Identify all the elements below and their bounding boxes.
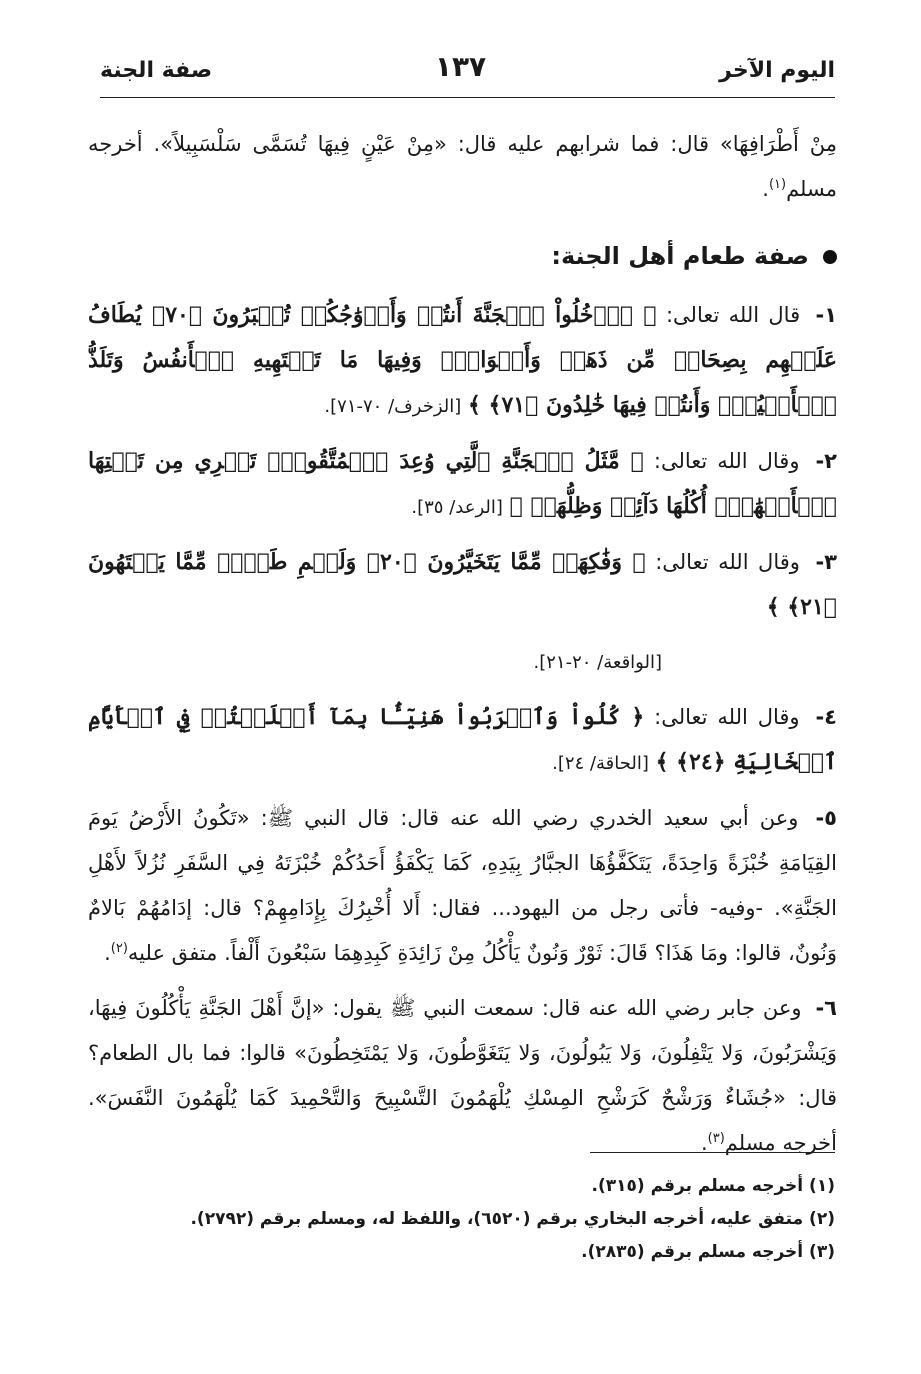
footnote-divider bbox=[590, 1152, 835, 1153]
footnote-ref-3: (٣) bbox=[707, 1131, 725, 1146]
item-3 bbox=[88, 540, 837, 630]
item-lead: وقال الله تعالى: bbox=[655, 550, 800, 574]
quran-verse: ﴿ مَّثَلُ ٱلۡجَنَّةِ ٱلَّتِي وُعِدَ ٱلۡمُتَّقُونَۖ تَجۡرِي مِن تَحۡتِهَا ٱلۡأَنۡهَٰرُۖ أُكُلُهَا دَآئِمٞ وَظِلُّهَاۚ ﴾ bbox=[88, 448, 837, 519]
item-6 bbox=[88, 986, 837, 1166]
item-number: ٢- bbox=[815, 449, 837, 473]
section-heading bbox=[88, 234, 837, 279]
running-header-chapter: اليوم الآخر bbox=[719, 58, 835, 83]
hadith-text: وعن جابر رضي الله عنه قال: سمعت النبي ﷺ يقول: «إنَّ أَهْلَ الجَنَّةِ يَأْكُلُونَ فِيهَا، وَيَشْرَبُونَ، وَلا يَتْفِلُونَ، وَلا يَبُولُونَ، وَلا يَتَغَوَّطُونَ، وَلا يَمْتَخِطُونَ» قالوا: فما بال الطعام؟ قال: «جُشَاءٌ وَرَشْحٌ كَرَشْحِ المِسْكِ يُلْهَمُونَ التَّسْبِيحَ وَالتَّحْمِيدَ كَمَا يُلْهَمُونَ النَّفَسَ». أخرجه مسلم bbox=[88, 996, 837, 1155]
item-number: ٤- bbox=[815, 705, 837, 729]
hadith-end: . bbox=[104, 941, 111, 965]
item-number: ١- bbox=[815, 303, 838, 327]
verse-reference: [الزخرف/ ٧٠-٧١]. bbox=[324, 396, 462, 417]
intro-text: مِنْ أَطْرَافِهَا» قال: فما شرابهم عليه قال: «مِنْ عَيْنٍ فِيهَا تُسَمَّى سَلْسَبِيلاً». أخرجه مسلم bbox=[88, 132, 837, 201]
verse-reference: [الواقعة/ ٢٠-٢١]. bbox=[533, 652, 662, 673]
footnote-ref-1: (١) bbox=[768, 177, 787, 192]
header-divider bbox=[100, 97, 835, 98]
footnote-3: (٣) أخرجه مسلم برقم (٢٨٣٥). bbox=[581, 1242, 835, 1262]
item-1 bbox=[88, 293, 837, 429]
section-title: صفة طعام أهل الجنة: bbox=[551, 242, 809, 270]
item-4 bbox=[88, 695, 837, 786]
intro-paragraph bbox=[88, 122, 837, 212]
item-lead: وقال الله تعالى: bbox=[654, 705, 800, 729]
footnote-2: (٢) متفق عليه، أخرجه البخاري برقم (٦٥٢٠)، واللفظ له، ومسلم برقم (٢٧٩٢). bbox=[190, 1209, 835, 1229]
item-number: ٦- bbox=[815, 996, 837, 1020]
item-number: ٥- bbox=[815, 806, 837, 830]
footnotes bbox=[88, 1170, 835, 1269]
item-number: ٣- bbox=[815, 550, 837, 574]
footnote-1: (١) أخرجه مسلم برقم (٣١٥). bbox=[591, 1176, 835, 1196]
hadith-text: وعن أبي سعيد الخدري رضي الله عنه قال: قال النبي ﷺ: «تَكُونُ الأَرْضُ يَومَ القِيَامَةِ خُبْزَةً وَاحِدَةً، يَتَكَفَّؤُهَا الجبَّارُ بِيَدِهِ، كَمَا يَكْفَؤُ أَحَدُكُمْ خُبْزَتَهُ فِي السَّفَرِ نُزُلاً لأَهْلِ الجَنَّةِ». -وفيه- فأتى رجل من اليهود... فقال: أَلا أُخْبِرُكَ بِإِدَامِهِمْ؟ قال: إدَامُهُمْ بَالامٌ وَنُونٌ، قالوا: ومَا هَذَا؟ قَالَ: ثَوْرٌ وَنُونٌ يَأْكُلُ مِنْ زَائِدَةِ كَبِدِهِمَا سَبْعُونَ أَلْفاً. متفق عليه bbox=[88, 806, 837, 965]
page-number: ١٣٧ bbox=[434, 50, 487, 83]
item-lead: قال الله تعالى: bbox=[665, 303, 801, 327]
item-5 bbox=[88, 796, 837, 976]
hadith-end: . bbox=[700, 1131, 708, 1155]
quran-verse: ﴿ كُلُواْ وَٱشۡرَبُواْ هَنِيٓـَٔۢا بِمَآ أَسۡلَفۡتُمۡ فِي ٱلۡأَيَّامِ ٱلۡخَالِيَةِ ﴿٢٤﴾ ﴾ bbox=[88, 704, 837, 775]
running-header-section: صفة الجنة bbox=[100, 58, 213, 83]
verse-reference: [الرعد/ ٣٥]. bbox=[411, 497, 503, 518]
quran-verse: ﴿ وَفَٰكِهَةٖ مِّمَّا يَتَخَيَّرُونَ ﴿٢٠﴾ وَلَحۡمِ طَيۡرٖ مِّمَّا يَشۡتَهُونَ ﴿٢١﴾ ﴾ bbox=[88, 549, 837, 620]
quran-verse: ﴿ ٱدۡخُلُواْ ٱلۡجَنَّةَ أَنتُمۡ وَأَزۡوَٰجُكُمۡ تُحۡبَرُونَ ﴿٧٠﴾ يُطَافُ عَلَيۡهِم بِصِحَافٖ مِّن ذَهَبٖ وَأَكۡوَابٖۖ وَفِيهَا مَا تَشۡتَهِيهِ ٱلۡأَنفُسُ وَتَلَذُّ ٱلۡأَعۡيُنُۖ وَأَنتُمۡ فِيهَا خَٰلِدُونَ ﴿٧١﴾ ﴾ bbox=[88, 302, 837, 418]
bullet-icon bbox=[823, 250, 837, 264]
intro-end: . bbox=[762, 177, 769, 201]
verse-reference: [الحاقة/ ٢٤]. bbox=[552, 753, 649, 774]
item-2 bbox=[88, 439, 837, 530]
item-lead: وقال الله تعالى: bbox=[653, 449, 800, 473]
footnote-ref-2: (٢) bbox=[110, 941, 128, 956]
page-body bbox=[88, 122, 837, 1166]
